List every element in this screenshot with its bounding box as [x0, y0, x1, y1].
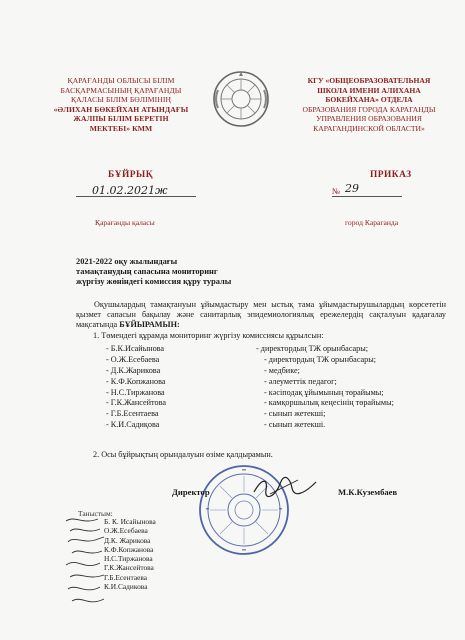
- commission-member-name: - К.Ф.Копжанова: [106, 376, 166, 386]
- director-name: М.К.Кузембаев: [338, 487, 398, 497]
- header-right-line: ШКОЛА ИМЕНИ АЛИХАНА: [317, 85, 421, 95]
- order-number-sign: №: [332, 186, 341, 196]
- header-right-line: КАРАГАНДИНСКОЙ ОБЛАСТИ»: [313, 123, 425, 133]
- acknowledged-name: Г.Б.Есентаева: [104, 572, 148, 582]
- commission-member-name: - Н.С.Тиржанова: [106, 387, 165, 397]
- header-right-line: УПРАВЛЕНИЯ ОБРАЗОВАНИЯ: [316, 114, 422, 124]
- date-underline: [76, 196, 196, 197]
- commission-member-role: - сынып жетекші;: [264, 409, 326, 419]
- order-number: 29: [345, 182, 359, 195]
- city-ru: город Караганда: [345, 218, 399, 227]
- acknowledged-list: [104, 517, 156, 591]
- commission-roles: [256, 344, 394, 431]
- commission-member-name: - К.И.Садиқова: [106, 420, 160, 430]
- state-emblem-icon: [212, 70, 270, 128]
- acknowledged-name: К.И.Садикова: [104, 582, 148, 592]
- header-right-ru: [294, 76, 444, 134]
- director-signature-icon: [250, 474, 320, 500]
- header-right-line: ОБРАЗОВАНИЯ ГОРОДА КАРАГАНДЫ: [302, 104, 436, 114]
- preamble-paragraph: Оқушылардың тамақтануын ұйымдастыру мен ыстық тама ұйымдастырушылардың көрсететін қызмет сапасын бақылау және санитарлық эпидемиологиялық ережелердің сақталуын қадағалау мақсатында БҰЙЫРАМЫН:: [76, 300, 446, 330]
- title-line: жүргізу жөніндегі комиссия құру туралы: [76, 277, 232, 287]
- commission-member-role: - сынып жетекші.: [264, 420, 326, 430]
- header-left-line: «ӘЛИХАН БӨКЕЙХАН АТЫНДАҒЫ: [53, 104, 189, 114]
- header-left-line: ҚАРАҒАНДЫ ОБЛЫСЫ БІЛІМ: [67, 76, 175, 85]
- acknowledgement-signatures-icon: [60, 515, 110, 615]
- acknowledged-name: Н.С.Тиржанова: [104, 554, 153, 564]
- commission-member-role: - директордың ТЖ орынбасары;: [256, 344, 369, 353]
- header-left-line: БАСҚАРМАСЫНЫҢ ҚАРАҒАНДЫ: [60, 85, 182, 95]
- order-title: [76, 257, 316, 288]
- order-item-1: 1. Төмендегі құрамда мониторинг жүргізу комиссиясы құрылсын:: [93, 331, 324, 340]
- commission-names: [106, 344, 166, 431]
- header-left-line: ЖАЛПЫ БІЛІМ БЕРЕТІН: [73, 114, 169, 124]
- order-preamble: [76, 300, 446, 331]
- director-title: Директор: [172, 487, 210, 497]
- commission-member-name: - Г.Б.Есентаева: [106, 409, 159, 419]
- order-label-kz: БҰЙРЫҚ: [108, 170, 153, 180]
- acknowledged-name: О.Ж.Есебаева: [104, 526, 148, 536]
- title-line: 2021-2022 оқу жылындағы: [76, 257, 178, 266]
- commission-member-role: - кәсіподақ ұйымының төрайымы;: [264, 387, 384, 397]
- city-kz: Қарағанды қаласы: [95, 218, 155, 227]
- commission-member-role: - директордың ТЖ орынбасары;: [264, 354, 377, 364]
- header-left-kz: [46, 76, 196, 134]
- order-item-2: 2. Осы бұйрықтың орындалуын өзіме қалдырамын.: [93, 450, 273, 459]
- commission-member-role: - медбике;: [264, 365, 300, 375]
- acknowledged-label: Таныстым:: [78, 509, 113, 518]
- header-right-line: БОКЕЙХАНА» ОТДЕЛА: [325, 95, 413, 105]
- number-underline: [332, 196, 402, 197]
- order-date: 01.02.2021ж: [92, 184, 168, 197]
- header-right-line: КГУ «ОБЩЕОБРАЗОВАТЕЛЬНАЯ: [307, 76, 431, 85]
- acknowledged-name: Б. К. Исайынова: [104, 517, 156, 526]
- header-left-line: ҚАЛАСЫ БІЛІМ БӨЛІМІНІҢ: [70, 95, 172, 105]
- title-line: тамақтанудың сапасына мониторинг: [76, 267, 218, 277]
- order-label-ru: ПРИКАЗ: [370, 170, 412, 180]
- commission-member-name: - О.Ж.Есебаева: [106, 354, 160, 364]
- acknowledged-name: К.Ф.Копжанова: [104, 544, 154, 554]
- commission-member-role: - әлеуметтік педагог;: [264, 376, 337, 386]
- commission-member-name: - Д.К.Жарикова: [106, 365, 161, 375]
- commission-member-role: - камқоршылық кеңесінің төрайымы;: [264, 398, 394, 408]
- acknowledged-name: Д.К. Жарикова: [104, 535, 151, 545]
- acknowledged-name: Г.К.Жансейтова: [104, 563, 154, 573]
- commission-member-name: - Б.К.Исайынова: [106, 344, 165, 353]
- header-left-line: МЕКТЕБІ» КММ: [89, 123, 153, 133]
- command-word: БҰЙЫРАМЫН:: [119, 320, 180, 330]
- commission-member-name: - Г.К.Жансейтова: [106, 398, 166, 408]
